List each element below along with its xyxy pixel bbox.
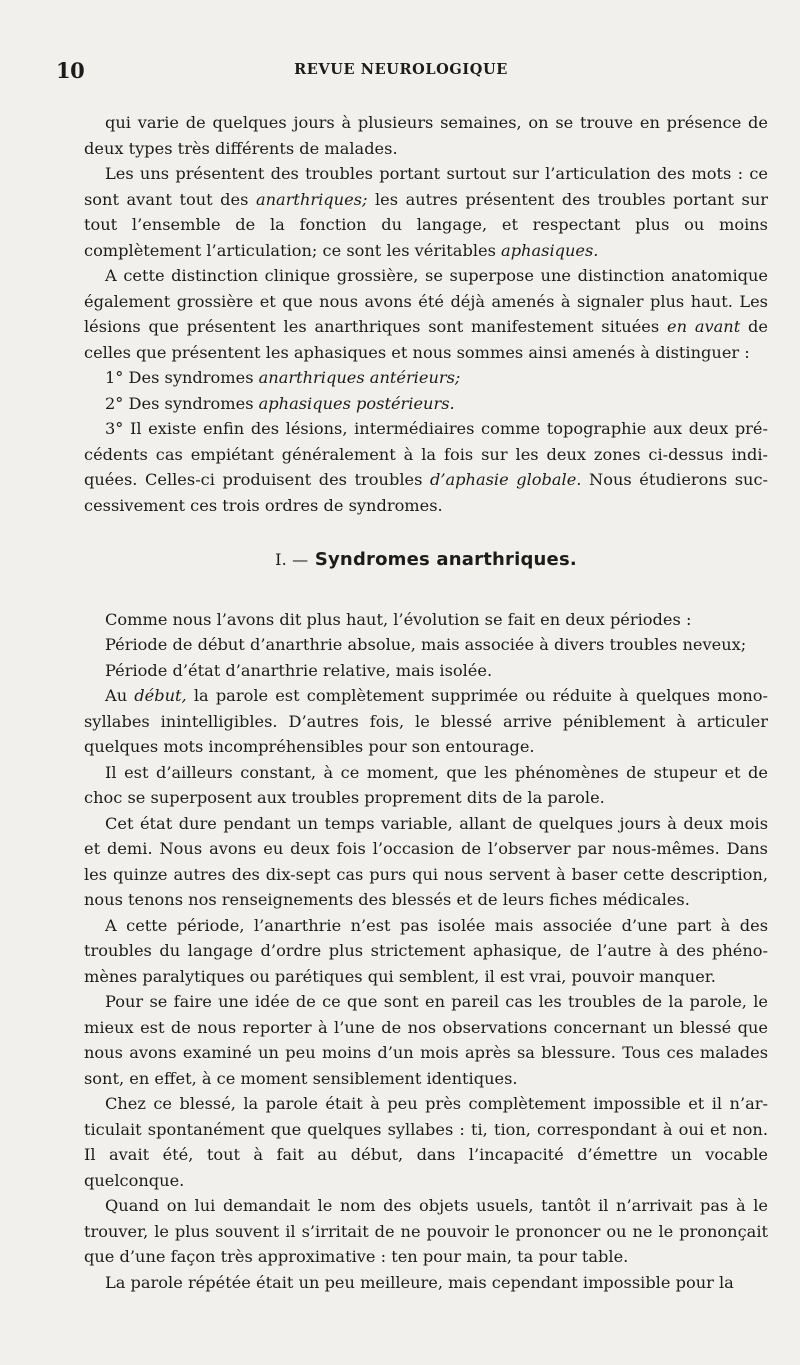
paragraph	[84, 658, 768, 684]
italic-text: d’aphasie globale.	[430, 470, 582, 489]
section-title: Syndromes anarthriques.	[314, 549, 577, 570]
italic-text: en avant	[667, 317, 741, 336]
text-run: qui varie de quelques jours à plusieurs semaines, on se trouve en présence de deux types très différents de malades.	[84, 113, 768, 158]
italic-text: anarthriques antérieurs;	[258, 368, 461, 387]
text-run: les autres présentent des troubles portant sur tout l’ensemble de la fonction du langage, et respectant plus ou moins complètement l’articulation; ce sont les véritables	[84, 189, 768, 260]
text-run: Les uns présentent des troubles portant surtout sur l’articulation des mots : ce sont avant tout des	[84, 164, 768, 209]
text-run: 1° Des syndromes	[105, 368, 259, 387]
text-run: A cette période, l’anarthrie n’est pas isolée mais associée d’une part à des troubles du langage d’ordre plus strictement aphasique, de l’autre à des phénomènes paralytiques ou parétiques qui semblent, il est vrai, pouvoir manquer.	[84, 915, 768, 986]
text-run: 2° Des syndromes	[105, 393, 259, 413]
text-run: Chez ce blessé, la parole était à peu près complètement impossible et il n’articulait spontanément que quelques syllabes : ti, tion, correspondant à oui et non. Il avait été, tout à fait au début, dans l’incapacité d’émettre un vocable quelconque.	[84, 1094, 768, 1190]
text-run: Nous étudierons successivement ces trois ordres de syndromes.	[84, 470, 768, 515]
paragraph	[84, 989, 768, 1091]
paragraph	[84, 1270, 768, 1296]
text-run: de celles que présentent les aphasiques et nous sommes ainsi amenés à distinguer :	[84, 317, 768, 362]
paragraph	[84, 1193, 768, 1270]
paragraph	[84, 161, 768, 263]
paragraph	[84, 913, 768, 990]
section-paragraphs	[84, 607, 768, 1296]
page-number: 10	[56, 58, 85, 83]
text-run: A cette distinction clinique grossière, se superpose une distinction anatomique également grossière et que nous avons été déjà amenés à signaler plus haut. Les lésions que présentent les anarthriques sont manifestement situées	[84, 266, 768, 336]
text-run: Pour se faire une idée de ce que sont en pareil cas les troubles de la parole, le mieux est de nous reporter à l’une de nos observations concernant un blessé que nous avons examiné un peu moins d’un mois après sa blessure. Tous ces malades sont, en effet, à ce moment sensiblement identiques.	[84, 992, 768, 1088]
section-heading	[84, 547, 768, 573]
text-run: la parole est complètement supprimée ou réduite à quelques monosyllabes inintelligibles. D’autres fois, le blessé arrive péniblement à articuler quelques mots incompréhensibles pour son entourage.	[84, 686, 768, 756]
italic-text: anarthriques;	[255, 189, 368, 209]
italic-text: aphasiques postérieurs.	[258, 393, 455, 413]
running-head	[56, 58, 746, 82]
paragraph	[84, 632, 768, 658]
paragraph	[84, 391, 768, 417]
paragraph	[84, 263, 768, 365]
paragraph	[84, 416, 768, 518]
text-run: Période de début d’anarthrie absolue, mais associée à divers troubles neveux;	[105, 635, 747, 654]
text-run: Il est d’ailleurs constant, à ce moment, que les phénomènes de stupeur et de choc se superposent aux troubles proprement dits de la parole.	[84, 762, 768, 807]
text-run: Période d’état d’anarthrie relative, mais isolée.	[105, 660, 493, 680]
text-run: Comme nous l’avons dit plus haut, l’évolution se fait en deux périodes :	[105, 609, 692, 629]
text-run: Au	[105, 686, 135, 705]
text-run: Quand on lui demandait le nom des objets usuels, tantôt il n’arrivait pas à le trouver, le plus souvent il s’irritait de ne pouvoir le prononcer ou ne le prononçait que d’une façon très approximative : ten pour main, ta pour table.	[84, 1196, 768, 1266]
journal-title: REVUE NEUROLOGIQUE	[294, 61, 508, 78]
paragraph	[84, 110, 768, 161]
text-run: 3° Il existe enfin des lésions, intermédiaires comme topographie aux deux précédents cas empiétant généralement à la fois sur les deux zones ci-dessus indiquées. Celles-ci produisent des troubles	[84, 419, 768, 489]
body-text	[84, 110, 768, 1295]
paragraph	[84, 811, 768, 913]
paragraph	[84, 760, 768, 811]
italic-text: début,	[134, 686, 187, 705]
section-number: I. —	[275, 550, 309, 569]
intro-paragraphs	[84, 110, 768, 518]
text-run: Cet état dure pendant un temps variable, allant de quelques jours à deux mois et demi. Nous avons eu deux fois l’occasion de l’observer par nous-mêmes. Dans les quinze autres des dix-sept cas purs qui nous servent à baser cette description, nous tenons nos renseignements des blessés et de leurs fiches médicales.	[84, 813, 768, 909]
italic-text: aphasiques.	[501, 240, 599, 260]
paragraph	[84, 1091, 768, 1193]
text-run: La parole répétée était un peu meilleure, mais cependant impossible pour la	[105, 1272, 734, 1292]
paragraph	[84, 607, 768, 633]
paragraph	[84, 365, 768, 391]
paragraph	[84, 683, 768, 760]
